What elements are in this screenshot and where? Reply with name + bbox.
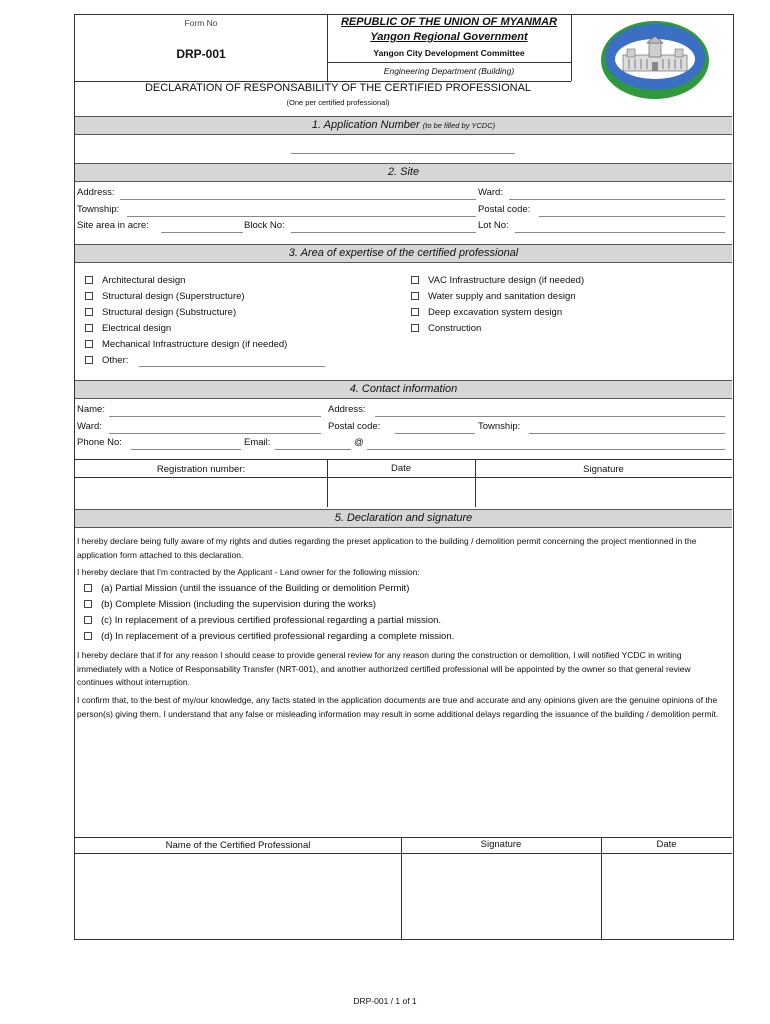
contact-name-field[interactable] — [109, 416, 321, 417]
mission-option-c[interactable]: (c) In replacement of a previous certified professional regarding a partial mission. — [84, 615, 441, 626]
form-code: DRP-001 — [176, 47, 226, 61]
reg-date-cell[interactable] — [328, 478, 475, 506]
site-ward-field[interactable] — [509, 199, 725, 200]
contact-postal-field[interactable] — [395, 433, 475, 434]
expertise-construction[interactable]: Construction — [411, 323, 481, 334]
section-contact: 4. Contact information — [75, 380, 732, 399]
site-area-field[interactable] — [161, 232, 243, 233]
site-lot-label: Lot No: — [478, 220, 509, 231]
checkbox-icon[interactable] — [84, 584, 92, 592]
expertise-vac[interactable]: VAC Infrastructure design (if needed) — [411, 275, 584, 286]
form-no-label: Form No — [184, 18, 218, 28]
reg-number-cell[interactable] — [75, 478, 327, 506]
signoff-signature-cell[interactable] — [402, 854, 601, 938]
checkbox-icon[interactable] — [85, 356, 93, 364]
contact-postal-label: Postal code: — [328, 421, 381, 432]
contact-township-label: Township: — [478, 421, 521, 432]
section-declaration: 5. Declaration and signature — [75, 509, 732, 528]
checkbox-icon[interactable] — [85, 324, 93, 332]
header-divider-2 — [571, 15, 572, 81]
contact-name-label: Name: — [77, 404, 105, 415]
section-site: 2. Site — [75, 163, 732, 182]
contact-township-field[interactable] — [529, 433, 725, 434]
checkbox-icon[interactable] — [411, 324, 419, 332]
contact-address-field[interactable] — [375, 416, 725, 417]
site-postal-label: Postal code: — [478, 204, 531, 215]
reg-number-header: Registration number: — [156, 464, 246, 475]
expertise-mechanical[interactable]: Mechanical Infrastructure design (if needed) — [85, 339, 287, 350]
document-title: DECLARATION OF RESPONSABILITY OF THE CERTIFIED PROFESSIONAL — [144, 82, 532, 94]
expertise-architectural[interactable]: Architectural design — [85, 275, 185, 286]
reg-signature-header: Signature — [583, 464, 624, 475]
section-application-number: 1. Application Number (to be filled by YCDC) — [75, 116, 732, 135]
site-ward-label: Ward: — [478, 187, 503, 198]
header-inner-rule — [327, 62, 571, 63]
site-block-field[interactable] — [291, 232, 476, 233]
site-postal-field[interactable] — [539, 216, 725, 217]
document-subtitle: (One per certified professional) — [286, 98, 390, 107]
contact-email-at: @ — [354, 437, 364, 448]
checkbox-icon[interactable] — [84, 600, 92, 608]
checkbox-icon[interactable] — [411, 276, 419, 284]
checkbox-icon[interactable] — [411, 308, 419, 316]
checkbox-icon[interactable] — [84, 616, 92, 624]
contact-email-domain-field[interactable] — [367, 449, 725, 450]
site-address-label: Address: — [77, 187, 115, 198]
contact-phone-field[interactable] — [131, 449, 241, 450]
declaration-paragraph-1: I hereby declare being fully aware of my rights and duties regarding the preset application to the building / demolition permit concerning the project mentionned in the application form attached to this declaration. — [77, 536, 697, 560]
form-frame — [74, 14, 734, 940]
expertise-other-field[interactable] — [139, 366, 325, 367]
site-township-label: Township: — [77, 204, 120, 215]
expertise-water[interactable]: Water supply and sanitation design — [411, 291, 576, 302]
expertise-substructure[interactable]: Structural design (Substructure) — [85, 307, 236, 318]
declaration-paragraph-4: I confirm that, to the best of my/our knowledge, any facts stated in the application documents are true and accurate and any opinions given are the genuine opinions of the person(s) giving them. I understand that any false or misleading information may result in some additional delays regarding the issuance of the building / demolition permit. — [77, 695, 719, 719]
signoff-name-header: Name of the Certified Professional — [165, 840, 311, 851]
reg-signature-cell[interactable] — [476, 478, 732, 506]
republic-title: REPUBLIC OF THE UNION OF MYANMAR — [340, 16, 558, 28]
signoff-table-top — [75, 837, 732, 838]
expertise-excavation[interactable]: Deep excavation system design — [411, 307, 562, 318]
reg-date-header: Date — [390, 463, 412, 474]
contact-ward-label: Ward: — [77, 421, 102, 432]
page-footer: DRP-001 / 1 of 1 — [353, 996, 417, 1006]
contact-address-label: Address: — [328, 404, 366, 415]
contact-phone-label: Phone No: — [77, 437, 122, 448]
checkbox-icon[interactable] — [84, 632, 92, 640]
committee-name: Yangon City Development Committee — [373, 48, 525, 58]
checkbox-icon[interactable] — [411, 292, 419, 300]
declaration-paragraph-2: I hereby declare that I'm contracted by the Applicant - Land owner for the following mission: — [77, 567, 420, 577]
contact-ward-field[interactable] — [109, 433, 321, 434]
mission-option-d[interactable]: (d) In replacement of a previous certified professional regarding a complete mission. — [84, 631, 454, 642]
site-address-field[interactable] — [120, 199, 476, 200]
application-number-field[interactable] — [291, 153, 515, 154]
contact-email-user-field[interactable] — [275, 449, 351, 450]
signoff-date-header: Date — [656, 839, 677, 850]
signoff-date-cell[interactable] — [602, 854, 732, 938]
expertise-superstructure[interactable]: Structural design (Superstructure) — [85, 291, 245, 302]
expertise-electrical[interactable]: Electrical design — [85, 323, 171, 334]
site-area-label: Site area in acre: — [77, 220, 149, 231]
checkbox-icon[interactable] — [85, 292, 93, 300]
department-name: Engineering Department (Building) — [383, 66, 515, 76]
mission-option-b[interactable]: (b) Complete Mission (including the supervision during the works) — [84, 599, 376, 610]
mission-option-a[interactable]: (a) Partial Mission (until the issuance of the Building or demolition Permit) — [84, 583, 409, 594]
site-township-field[interactable] — [127, 216, 476, 217]
declaration-paragraph-3: I hereby declare that if for any reason I should cease to provide general review for any reason during the construction or demolition, I will notified YCDC in writing immediately with a Notice of Responsability Transfer (NRT-001), and another authorized certified professional will be appointed by the owner so that general review continues without interruption. — [77, 650, 691, 687]
checkbox-icon[interactable] — [85, 308, 93, 316]
expertise-other[interactable]: Other: — [85, 355, 128, 366]
regional-government: Yangon Regional Government — [370, 31, 528, 43]
reg-table-top — [75, 459, 732, 460]
checkbox-icon[interactable] — [85, 276, 93, 284]
checkbox-icon[interactable] — [85, 340, 93, 348]
signoff-name-cell[interactable] — [75, 854, 401, 938]
contact-email-label: Email: — [244, 437, 271, 448]
signoff-signature-header: Signature — [480, 839, 522, 850]
section-expertise: 3. Area of expertise of the certified professional — [75, 244, 732, 263]
site-lot-field[interactable] — [515, 232, 725, 233]
site-block-label: Block No: — [244, 220, 285, 231]
ycdc-logo-icon — [599, 19, 711, 101]
